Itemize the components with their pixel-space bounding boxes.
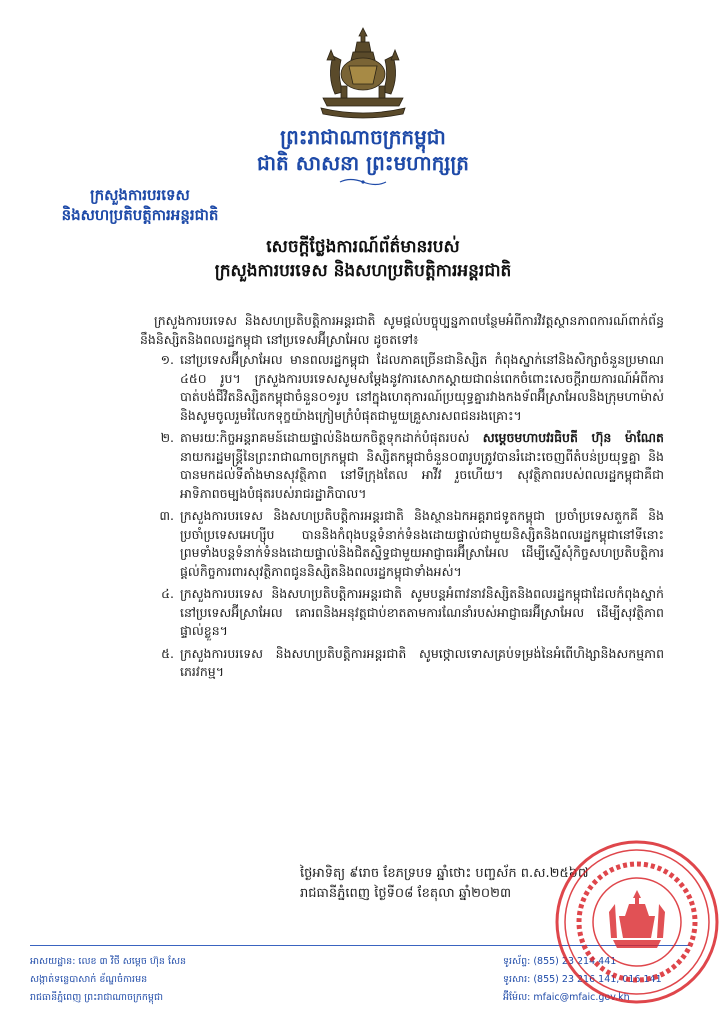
list-item	[140, 429, 664, 503]
address-line: សង្កាត់ទន្លេបាសាក់ ខ័ណ្ឌចំការមន	[30, 974, 148, 985]
list-item	[140, 507, 664, 581]
ministry-seal-stamp-icon	[553, 838, 721, 1006]
ministry-name-line1: ក្រសួងការបរទេស	[90, 186, 190, 204]
lunar-date: ថ្ងៃអាទិត្យ ៩រោច ខែភទ្របទ ឆ្នាំថោះ បញ្ចស័ក ព.ស.២៥៦៧	[300, 866, 589, 881]
item-text-bold-name: សម្តេចមហាបវរធិបតី ហ៊ុន ម៉ាណែត	[482, 430, 664, 445]
item-number: ៥.	[161, 645, 174, 661]
address-line: អាសយដ្ឋាន: លេខ ៣ វិថី សម្តេច ហ៊ុន សែន	[30, 956, 187, 967]
item-text	[180, 429, 664, 503]
list-item	[140, 585, 664, 641]
item-number: ៤.	[161, 586, 174, 601]
phone-text: ទូរស័ព្ទ: (855) 23 214 441	[503, 956, 617, 967]
item-text: ក្រសួងការបរទេស និងសហប្រតិបត្តិការអន្តរជាតិ សូមបន្តអំពាវនាវនិស្សិតនិងពលរដ្ឋកម្ពុជាដែលកំពុងស្នាក់នៅប្រទេសអ៊ីស្រាអែល គោរពនិងអនុវត្តជាប់ខាតតាមការណែនាំរបស់អាជ្ញាធរអ៊ីស្រាអែល ដើម្បីសុវត្ថិភាពផ្ទាល់ខ្លួន។	[180, 586, 664, 638]
item-number: ៣.	[159, 508, 174, 523]
fax-text: ទូរសារ: (855) 23 216 141, 016 141	[503, 974, 662, 985]
kingdom-motto: ជាតិ សាសនា ព្រះមហាក្សត្រ	[257, 151, 469, 175]
intro-paragraph: ក្រសួងការបរទេស និងសហប្រតិបត្តិការអន្តរជាតិ សូមផ្តល់បច្ចុប្បន្នភាពបន្ថែមអំពីការវិវត្តស្ថានភាពការណ៍ពាក់ព័ន្ធនឹងនិស្សិតនិងពលរដ្ឋកម្ពុជា នៅប្រទេសអ៊ីស្រាអែល ដូចតទៅ៖	[140, 313, 664, 347]
footer-address	[30, 953, 186, 1007]
document-subtitle: ក្រសួងការបរទេស និងសហប្រតិបត្តិការអន្តរជាតិ	[214, 261, 512, 281]
ministry-name-line2: និងសហប្រតិបត្តិការអន្តរជាតិ	[61, 206, 219, 224]
list-item	[140, 645, 664, 682]
statement-body	[140, 312, 664, 686]
item-text-post: នាយករដ្ឋមន្ត្រីនៃព្រះរាជាណាចក្រកម្ពុជា និស្សិតកម្ពុជាចំនួន០៣រូបត្រូវបានរំដោះចេញពីតំបន់ប្រយុទ្ធគ្នា និងបានមកដល់ទីតាំងមានសុវត្ថិភាព នៅទីក្រុងតែល អាវីវ រួចហើយ។ សុវត្ថិភាពរបស់ពលរដ្ឋកម្ពុជាគឺជាអាទិភាពចម្បងបំផុតរបស់រាជរដ្ឋាភិបាល។	[180, 448, 664, 501]
item-text: ក្រសួងការបរទេស និងសហប្រតិបត្តិការអន្តរជាតិ និងស្ថានឯកអគ្គរាជទូតកម្ពុជា ប្រចាំប្រទេសតួកគី និង ប្រចាំប្រទេសអេហ្ស៊ីប បាននិងកំពុងបន្តទំនាក់ទំនងដោយផ្ទាល់ជាមួយនិស្សិតនិងពលរដ្ឋកម្ពុជានៅទីនោះ ព្រមទាំងបន្តទំនាក់ទំនងដោយផ្ទាល់និងជិតស្និទ្ធជាមួយអាជ្ញាធរអ៊ីស្រាអែល ដើម្បីស្នើសុំកិច្ចសហប្រតិបត្តិការផ្តល់កិច្ចការពារសុវត្ថិភាពជូននិស្សិតនិងពលរដ្ឋកម្ពុជាទាំងអស់។	[180, 508, 664, 579]
address-line: រាជធានីភ្នំពេញ ព្រះរាជាណាចក្រកម្ពុជា	[30, 992, 163, 1003]
kingdom-title: ព្រះរាជាណាចក្រកម្ពុជា	[280, 125, 446, 149]
item-text: នៅប្រទេសអ៊ីស្រាអែល មានពលរដ្ឋកម្ពុជា ដែលភាគច្រើនជានិស្សិត កំពុងស្នាក់នៅនិងសិក្សាចំនួនប្រមាណ ៤៥០ រូប។ ក្រសួងការបរទេសសូមសម្តែងនូវការសោកស្តាយជាពន់ពេកចំពោះសេចក្តីរាយការណ៍អំពីការបាត់បង់ជីវិតនិស្សិតកម្ពុជាចំនួន០១រូប នៅក្នុងហេតុការណ៍ប្រយុទ្ធគ្នារវាងកងទ័ពអ៊ីស្រាអែលនិងក្រុមហាម៉ាស់ និងសូមចូលរួមរំលែកទុក្ខយ៉ាងក្រៀមក្រំបំផុតជាមួយគ្រួសារសពជនរងគ្រោះ។	[180, 352, 664, 423]
royal-coat-of-arms-icon	[313, 26, 413, 120]
solar-date: រាជធានីភ្នំពេញ ថ្ងៃទី០៨ ខែតុលា ឆ្នាំ២០២៣	[300, 886, 512, 901]
email-text: អ៊ីម៉ែល: mfaic@mfaic.gov.kh	[503, 992, 630, 1003]
item-text: ក្រសួងការបរទេស និងសហប្រតិបត្តិការអន្តរជាតិ សូមថ្កោលទោសគ្រប់ទម្រង់នៃអំពើហិង្សានិងសកម្មភាពភេរវកម្ម។	[180, 645, 664, 679]
list-item	[140, 351, 664, 425]
item-number: ២.	[160, 430, 174, 445]
item-text-pre: តាមរយៈកិច្ចអន្តរាគមន៍ដោយផ្ទាល់និងយកចិត្តទុកដាក់បំផុតរបស់	[180, 430, 483, 445]
ornament-divider-icon	[338, 177, 388, 187]
item-number: ១.	[160, 352, 174, 367]
document-title: សេចក្តីថ្លែងការណ៍ព័ត៌មានរបស់	[266, 237, 460, 257]
